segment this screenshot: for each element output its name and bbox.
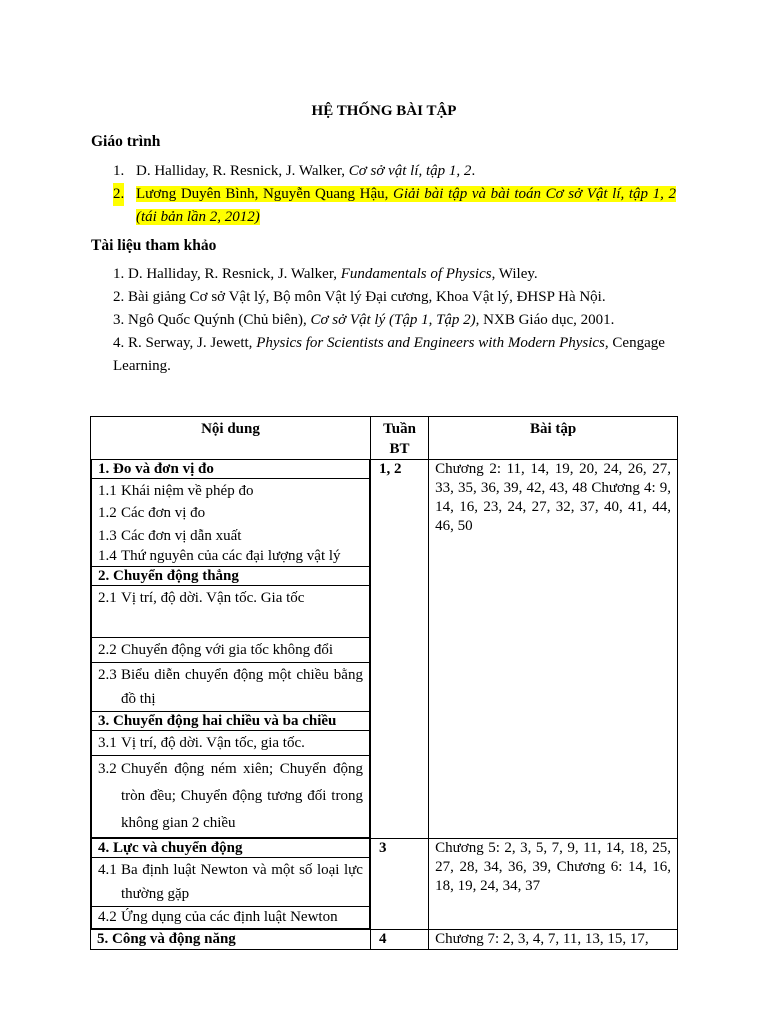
- reference-item-1: [113, 263, 678, 286]
- item-number: 4.1: [98, 862, 117, 878]
- item-text: Vị trí, độ dời. Vận tốc, gia tốc.: [121, 735, 305, 751]
- list-number: 2.: [113, 183, 124, 206]
- item-number: 1.3: [98, 528, 117, 544]
- item-number: 2.2: [98, 642, 117, 658]
- item-text: Khái niệm về phép đo: [121, 483, 254, 499]
- section-title: 5. Công và động năng: [91, 930, 371, 950]
- list-item: [92, 586, 369, 610]
- item-number: 2.3: [98, 667, 117, 683]
- item-number: 1.1: [98, 483, 117, 499]
- reference-item-3: [113, 309, 678, 332]
- section-title: 2. Chuyển động thẳng: [92, 567, 370, 586]
- item-text: Thứ nguyên của các đại lượng vật lý: [121, 548, 341, 564]
- ref-tail: , Wiley.: [491, 266, 538, 282]
- list-item: [92, 907, 369, 928]
- tail: .: [471, 163, 476, 179]
- content-cell: [91, 839, 371, 930]
- authors: D. Halliday, R. Resnick, J. Walker,: [136, 163, 349, 179]
- week-cell: 4: [370, 930, 428, 950]
- work-title: Giải bài tập và bài toán Cơ sở Vật lí, tập 1, 2 (tái bản lần 2, 2012): [136, 186, 676, 225]
- list-item: [92, 638, 369, 662]
- item-text: Ứng dụng của các định luật Newton: [121, 909, 338, 925]
- list-item: [92, 858, 369, 906]
- list-item: [92, 546, 369, 566]
- list-item: [92, 479, 369, 501]
- item-text: Chuyển động ném xiên; Chuyển động tròn đều; Chuyển động tương đối trong không gian 2 chiều: [121, 761, 363, 831]
- textbook-heading: Giáo trình: [91, 133, 161, 150]
- table-row: [91, 839, 678, 930]
- list-item: [92, 756, 369, 837]
- textbook-item-1: [113, 160, 676, 183]
- week-cell: 3: [370, 839, 428, 930]
- item-text: Ba định luật Newton và một số loại lực thường gặp: [121, 862, 363, 902]
- list-text: [136, 160, 676, 183]
- ref-text: 2. Bài giảng Cơ sở Vật lý, Bộ môn Vật lý Đại cương, Khoa Vật lý, ĐHSP Hà Nội.: [113, 289, 606, 305]
- list-item: [92, 524, 369, 546]
- reference-item-4: [113, 332, 678, 378]
- item-number: 1.4: [98, 548, 117, 564]
- section-title: 4. Lực và chuyển động: [92, 839, 370, 858]
- list-text: [136, 183, 676, 229]
- list-number: 1.: [113, 163, 125, 179]
- table-row: [91, 930, 678, 950]
- table-header-row: [91, 417, 678, 460]
- ref-text: 1. D. Halliday, R. Resnick, J. Walker,: [113, 266, 341, 282]
- references-heading: Tài liệu tham khảo: [91, 237, 217, 254]
- page-title: HỆ THỐNG BÀI TẬP: [311, 103, 457, 119]
- ref-tail: , Cengage Learning.: [113, 335, 665, 374]
- week-cell: 1, 2: [370, 460, 428, 839]
- ref-work: Fundamentals of Physics: [340, 266, 492, 282]
- list-item: [92, 731, 369, 755]
- exercise-cell: Chương 5: 2, 3, 5, 7, 9, 11, 14, 18, 25, 27, 28, 34, 36, 39, Chương 6: 14, 16, 18, 19, 24, 34, 37: [429, 839, 678, 930]
- authors: Lương Duyên Bình, Nguyễn Quang Hậu,: [136, 186, 394, 202]
- work-title: Cơ sở vật lí, tập 1, 2: [348, 163, 472, 179]
- ref-work: Physics for Scientists and Engineers with Modern Physics: [256, 335, 605, 351]
- item-number: 2.1: [98, 590, 117, 606]
- item-number: 1.2: [98, 505, 117, 521]
- item-text: Chuyển động với gia tốc không đổi: [121, 642, 334, 658]
- item-text: Vị trí, độ dời. Vận tốc. Gia tốc: [121, 590, 305, 606]
- ref-text: 4. R. Serway, J. Jewett,: [113, 335, 257, 351]
- item-number: 4.2: [98, 909, 117, 925]
- exercise-table: [90, 416, 678, 950]
- item-text: Các đơn vị dẫn xuất: [121, 528, 242, 544]
- header-week: Tuần BT: [370, 417, 428, 460]
- table-row: [91, 460, 678, 839]
- item-text: Biểu diễn chuyển động một chiều bằng đồ thị: [121, 667, 363, 707]
- textbook-item-2: [113, 183, 676, 229]
- exercise-cell: Chương 7: 2, 3, 4, 7, 11, 13, 15, 17,: [429, 930, 678, 950]
- item-number: 3.2: [98, 761, 117, 777]
- header-exercises: Bài tập: [429, 417, 678, 460]
- exercise-cell: Chương 2: 11, 14, 19, 20, 24, 26, 27, 33, 35, 36, 39, 42, 43, 48 Chương 4: 9, 14, 16, 23, 24, 27, 32, 37, 40, 41, 44, 46, 50: [429, 460, 678, 839]
- list-item: [92, 501, 369, 524]
- ref-text: 3. Ngô Quốc Quýnh (Chủ biên),: [113, 312, 311, 328]
- content-cell: [91, 460, 371, 839]
- ref-work: Cơ sở Vật lý (Tập 1, Tập 2),: [310, 312, 480, 328]
- item-number: 3.1: [98, 735, 117, 751]
- reference-item-2: [113, 286, 678, 309]
- ref-tail: NXB Giáo dục, 2001.: [479, 312, 615, 328]
- section-title: 1. Đo và đơn vị đo: [92, 460, 370, 479]
- header-content: Nội dung: [91, 417, 371, 460]
- section-title: 3. Chuyển động hai chiều và ba chiều: [92, 712, 370, 731]
- list-item: [92, 663, 369, 711]
- item-text: Các đơn vị đo: [121, 505, 206, 521]
